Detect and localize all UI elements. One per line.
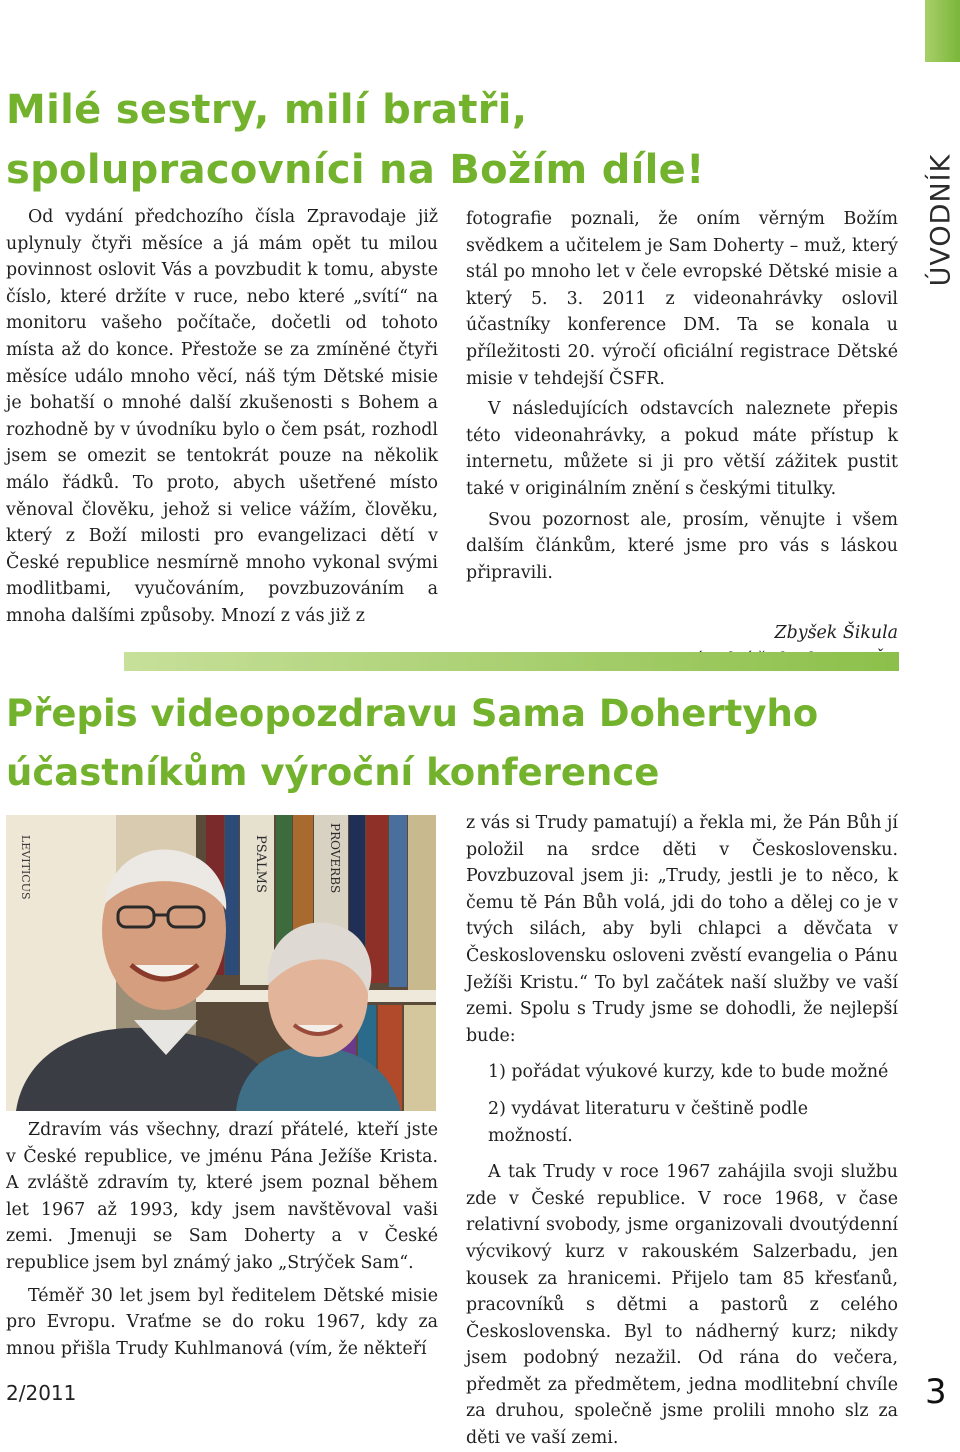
article-column-2: [466, 810, 898, 1452]
article-paragraph-3: A tak Trudy v roce 1967 zahájila svoji službu zde v České republice. V roce 1968, v čase relativní svobody, jsme organizovali dvoutýdenní výcvikový kurz v rakouském Salzerbadu, jen kousek za hranicemi. Přijelo tam 85 křesťanů, pracovníků s dětmi a pastorů z celého Československa. Byl to nádherný kurz; nikdy jsem podobný nezažil. Od rána do večera, předmět za předmětem, jedna modlitební chvíle za druhou, společně jsme prolili mnoho slz za děti ve vaší zemi.: [466, 1162, 898, 1449]
editorial-title-line-2: spolupracovníci na Božím díle!: [6, 147, 705, 193]
article-photo: [6, 815, 436, 1111]
editorial-column-1: [6, 204, 438, 630]
article-paragraph-1: Zdravím vás všechny, drazí přátelé, kteří jste v České republice, ve jménu Pána Ježíše Krista. A zvláště zdravím ty, které jsem poznal během let 1967 až 1993, kdy jsem navštěvoval vaši zemi. Jmenuji se Sam Doherty a v České republice jsem byl známý jako „Strýček Sam“.: [6, 1120, 438, 1273]
article-list-item-2: 2) vydávat literaturu v češtině podle možností.: [488, 1098, 809, 1146]
article-paragraph-2-continued: z vás si Trudy pamatují) a řekla mi, že Pán Bůh jí položil na srdce děti v Československu. Povzbuzoval jsem ji: „Trudy, jestli je to něco, k čemu tě Pán Bůh volá, jdi do toho a dělej co je v tvých silách, aby byli chlapci a děvčata v Československu osloveni zvěstí evangelia o Pánu Ježíši Kristu.“ To byl začátek naší služby ve vaší zemi. Spolu s Trudy jsme se dohodli, že nejlepší bude:: [466, 813, 898, 1046]
side-accent-band: [925, 0, 960, 62]
book-spine-proverbs: PROVERBS: [328, 823, 342, 894]
editorial-paragraph-1-part-1: Od vydání předchozího čísla Zpravodaje již uplynuly čtyři měsíce a já mám opět tu milou povinnost oslovit Vás a povzbudit k tomu, abyste číslo, které držíte v ruce, nebo které „svítí“ na monitoru vašeho počítače, dočetli od tohoto místa až do konce. Přestože se za zmíněné čtyři měsíce událo mnoho věcí, náš tým Dětské misie je bohatší o mnohé další zkušenosti s Bohem a rozhodně by v úvodníku bylo o čem psát, rozhodl jsem se omezit se tentokrát pouze na několik málo řádků. To proto, abych ušetřené místo věnoval člověku, jehož si velice vážím, člověku, který z Boží milosti pro evangelizaci dětí v České republice nesmírně mnoho vykonal svými modlitbami, vyučováním, povzbuzováním a mnoha dalšími způsoby. Mnozí z vás již z: [6, 207, 438, 626]
signature-name: Zbyšek Šikula: [774, 623, 898, 644]
article-title-line-1: Přepis videopozdravu Sama Dohertyho: [6, 692, 819, 735]
editorial-paragraph-2: V následujících odstavcích naleznete přepis této videonahrávky, a pokud máte přístup k internetu, můžete si ji pro větší zážitek pustit také v originálním znění s českými titulky.: [466, 399, 898, 499]
section-divider: [124, 652, 899, 671]
editorial-paragraph-3: Svou pozornost ale, prosím, věnujte i všem dalším článkům, které jsme pro vás s láskou připravili.: [466, 509, 898, 583]
editorial-title-line-1: Milé sestry, milí bratři,: [6, 87, 528, 133]
article-title-line-2: účastníkům výroční konference: [6, 751, 660, 794]
section-label-text: ÚVODNÍK: [925, 153, 957, 287]
book-spine-leviticus: LEVITICUS: [19, 835, 32, 900]
editorial-column-2: [466, 206, 898, 674]
section-label: [922, 140, 960, 300]
photo-illustration: [6, 815, 436, 1111]
editorial-paragraph-1-part-2: fotografie poznali, že oním věrným Božím svědkem a učitelem je Sam Doherty – muž, který stál po mnoho let v čele evropské Dětské misie a který 5. 3. 2011 z videonahrávky oslovil účastníky konference DM. Ta se konala u příležitosti 20. výročí oficiální registrace Dětské misie v tehdejší ČSFR.: [466, 209, 898, 389]
editorial-title: [6, 80, 906, 200]
article-paragraph-2: Téměř 30 let jsem byl ředitelem Dětské misie pro Evropu. Vraťme se do roku 1967, kdy za mnou přišla Trudy Kuhlmanová (vím, že někteří: [6, 1285, 438, 1359]
page-number: 3: [925, 1372, 947, 1412]
article-list-item-1: 1) pořádat výukové kurzy, kde to bude možné: [488, 1062, 889, 1083]
article-title: [6, 684, 906, 802]
issue-number: 2/2011: [6, 1381, 77, 1405]
article-column-1: [6, 1117, 438, 1362]
book-spine-psalms: PSALMS: [253, 835, 268, 893]
